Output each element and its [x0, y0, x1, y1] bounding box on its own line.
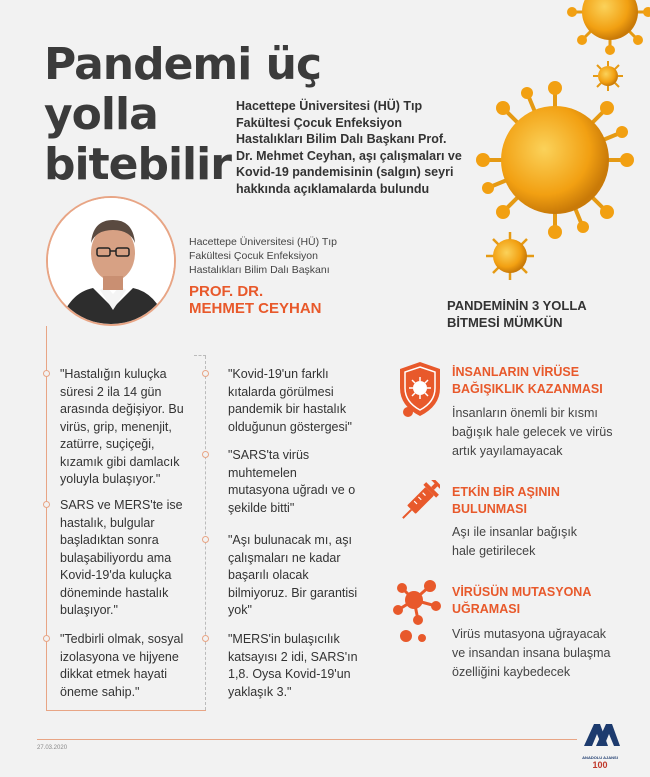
- timeline-line-right: [205, 356, 206, 710]
- quote-item: SARS ve MERS'te ise hastalık, bulgular başladıktan sonra bulaşabiliyordu ama Kovid-19'da kuluçka döneminde hastalık bulaşıyor.": [60, 498, 183, 617]
- timeline-line-left: [46, 326, 47, 710]
- footer-date: 27.03.2020: [37, 745, 68, 751]
- avatar: [46, 196, 176, 326]
- quote-item: "SARS'ta virüs muhtemelen mutasyona uğradı ve o şekilde bitti": [228, 448, 356, 515]
- intro-text: Hacettepe Üniversitesi (HÜ) Tıp Fakültesi Çocuk Enfeksiyon Hastalıkları Bilim Dalı Başkanı Prof. Dr. Mehmet Ceyhan, aşı çalışmaları ve Kovid-19 pandemisinin (salgın) seyri hakkında açıklamalarda bulundu: [236, 99, 462, 196]
- quote-item: "Aşı bulunacak mı, aşı çalışmaları ne kadar başarılı olacak bilmiyoruz. Bir garantisi yok": [228, 533, 358, 617]
- virus-small-icon: [593, 61, 623, 91]
- ways-heading: PANDEMİNİN 3 YOLLA BİTMESİ MÜMKÜN: [447, 298, 587, 330]
- shield-virus-icon: [398, 360, 442, 420]
- timeline-connector: [194, 355, 206, 356]
- timeline-dot: [43, 501, 50, 508]
- timeline-dot: [43, 370, 50, 377]
- way-title-2: ETKİN BİR AŞININ BULUNMASI: [452, 485, 560, 516]
- anadolu-logo: [580, 720, 620, 770]
- quote-item: "Kovid-19'un farklı kıtalarda görülmesi pandemik bir hastalık olduğunun göstergesi": [228, 367, 352, 434]
- way-title-1: İNSANLARIN VİRÜSE BAĞIŞIKLIK KAZANMASI: [452, 365, 603, 396]
- timeline-dot: [202, 370, 209, 377]
- title-line-2: bitebilir: [44, 139, 231, 190]
- syringe-icon: [394, 480, 440, 528]
- footer-divider: [37, 739, 577, 740]
- person-role: Hacettepe Üniversitesi (HÜ) Tıp Fakültesi Çocuk Enfeksiyon Hastalıkları Bilim Dalı Başkanı: [189, 236, 338, 276]
- person-name: [189, 283, 322, 317]
- person-name-title: PROF. DR.: [189, 283, 264, 300]
- title-line-1: Pandemi üç yolla: [44, 39, 322, 140]
- timeline-bottom-line: [46, 710, 206, 711]
- quote-item: "Hastalığın kuluçka süresi 2 ila 14 gün arasında değişiyor. Bu virüs, grip, menenjit, zatürre, suçiçeği, kızamık gibi damlacık yoluyla bulaşıyor.": [60, 367, 184, 486]
- anniversary-badge: 100: [592, 760, 608, 770]
- timeline-dot: [202, 536, 209, 543]
- timeline-dot: [202, 451, 209, 458]
- way-title-3: VİRÜSÜN MUTASYONA UĞRAMASI: [452, 585, 591, 616]
- virus-top-icon: [567, 0, 650, 55]
- quote-item: "Tedbirli olmak, sosyal izolasyona ve hijyene dikkat etmek hayati öneme sahip.": [60, 632, 184, 699]
- way-desc-3: Virüs mutasyona uğrayacak ve insandan insana bulaşma özelliğini kaybedecek: [452, 627, 611, 679]
- virus-bottom-icon: [486, 232, 534, 280]
- timeline-dot: [43, 635, 50, 642]
- virus-large-icon: [476, 81, 634, 239]
- way-desc-1: İnsanların önemli bir kısmı bağışık hale gelecek ve virüs artık yayılamayacak: [452, 406, 613, 458]
- aa-logo-icon: [580, 720, 620, 750]
- person-portrait: [48, 198, 176, 326]
- virus-mutation-icon: [392, 578, 444, 648]
- virus-illustration-cluster: [440, 0, 650, 300]
- quote-item: "MERS'in bulaşıcılık katsayısı 2 idi, SARS'ın 1,8. Oysa Kovid-19'un yaklaşık 3.": [228, 632, 358, 699]
- timeline-dot: [202, 635, 209, 642]
- person-name-full: MEHMET CEYHAN: [189, 300, 322, 317]
- way-desc-2: Aşı ile insanlar bağışık hale getirilecek: [452, 525, 578, 558]
- agency-name: ANADOLU AJANSI: [582, 755, 618, 760]
